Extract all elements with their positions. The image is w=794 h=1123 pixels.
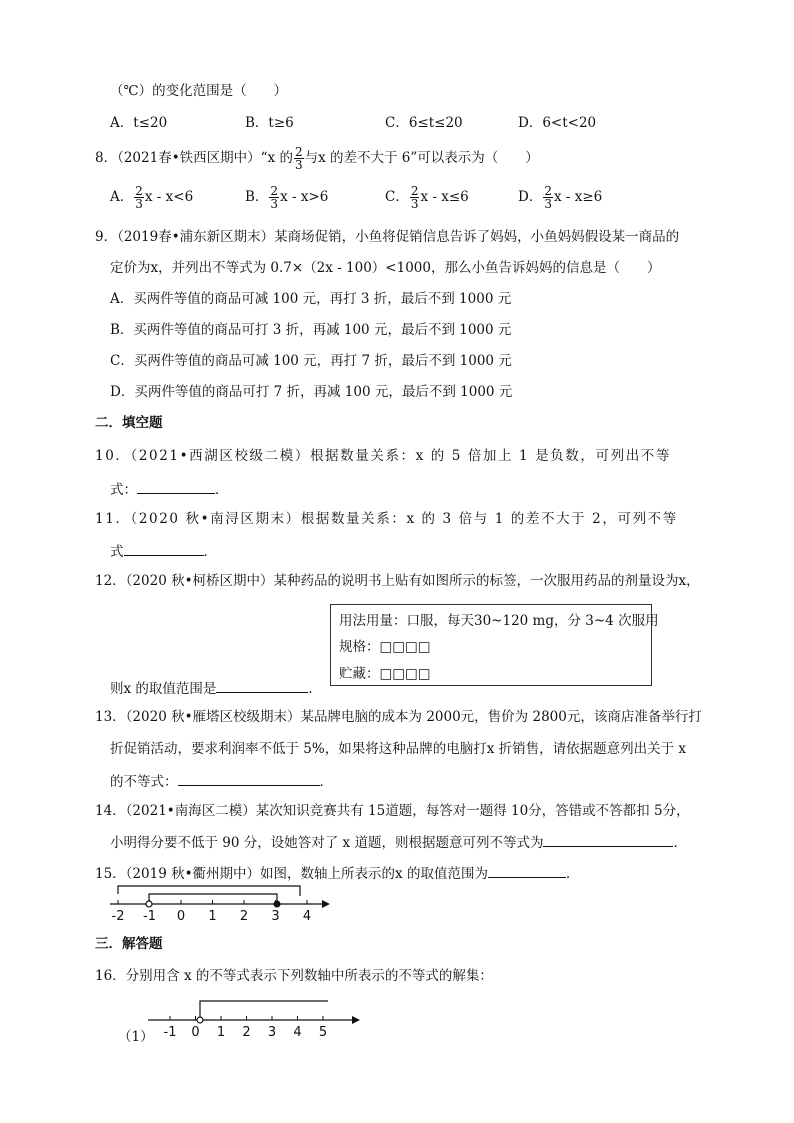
q13-line2: 折促销活动，要求利润率不低于 5%，如果将这种品牌的电脑打x 折销售，请依据题意列出关于 x [110, 741, 687, 757]
q8-stem [95, 146, 539, 171]
q16-tick-label: 0 [191, 1025, 200, 1040]
q8-option-b: B． $\frac{2}{3}$ x - x>6 [245, 184, 329, 211]
q13-answer-blank[interactable] [178, 771, 320, 786]
q10-answer-blank[interactable] [137, 479, 215, 494]
medicine-label-box [330, 604, 659, 686]
q7-option-b: B．t≥6 [245, 115, 294, 131]
q15-tick-label: -2 [111, 909, 125, 924]
q9-option-a: A．买两件等值的商品可减 100 元，再打 3 折，最后不到 1000 元 [110, 291, 512, 307]
q8-fraction: $\frac{2}{3}$ [294, 145, 303, 172]
q10-line1: 10．（2021•西湖区校级二模）根据数量关系：x 的 5 倍加上 1 是负数，可列出不等 [95, 448, 671, 464]
q14-answer-blank[interactable] [543, 832, 673, 847]
q13-line1: 13．（2020 秋•雁塔区校级期末）某品牌电脑的成本为 2000元，售价为 2800元，该商店准备举行打 [95, 709, 702, 725]
label-spec-row: 规格：□□□□ [339, 639, 431, 655]
section-solve-title: 三．解答题 [95, 936, 163, 952]
q16-tick-label: 5 [318, 1025, 328, 1040]
q14-line2: 小明得分要不低于 90 分，设她答对了 x 道题，则根据题意可列不等式为 ． [110, 832, 687, 852]
q15-tick-label: 2 [239, 909, 249, 924]
q9-line1: 9．（2019春•浦东新区期末）某商场促销，小鱼将促销信息告诉了妈妈，小鱼妈妈假设某一商品的 [95, 229, 680, 245]
q15-number-line [100, 882, 340, 924]
q12-line2: 则x 的取值范围是 ． [110, 678, 322, 698]
q15-answer-blank[interactable] [488, 863, 566, 878]
q11-line1: 11．（2020 秋•南浔区期末）根据数量关系：x 的 3 倍与 1 的差不大于 2，可列不等 [95, 511, 678, 527]
q12-answer-blank[interactable] [216, 678, 308, 693]
q15-closed-dot [274, 901, 280, 907]
q11-line2: 式 ． [110, 541, 217, 561]
label-storage-row: 贮藏：□□□□ [339, 666, 431, 682]
q9-option-c: C．买两件等值的商品可减 100 元，再打 7 折，最后不到 1000 元 [110, 353, 512, 369]
q8-option-c: C． $\frac{2}{3}$ x - x≤6 [385, 184, 469, 211]
q15-open-dot [146, 901, 152, 907]
q15-line1: 15．（2019 秋•衢州期中）如图，数轴上所表示的x 的取值范围为 ． [95, 863, 579, 883]
q12-line1: 12．（2020 秋•柯桥区期中）某种药品的说明书上贴有如图所示的标签，一次服用药品的剂量设为x， [95, 573, 700, 589]
q11-answer-blank[interactable] [124, 541, 204, 556]
q7-option-a: A．t≤20 [110, 115, 168, 131]
q14-line1: 14．（2021•南海区二模）某次知识竞赛共有 15道题，每答对一题得 10分，答错或不答都扣 5分， [95, 803, 690, 819]
q8-option-d: D． $\frac{2}{3}$ x - x≥6 [518, 184, 603, 211]
q16-tick-label: 1 [216, 1025, 226, 1040]
section-fill-in-title: 二．填空题 [95, 415, 163, 431]
q9-option-b: B．买两件等值的商品可打 3 折，再减 100 元，最后不到 1000 元 [110, 322, 512, 338]
q16-tick-label: 3 [267, 1025, 277, 1040]
q15-tick-label: 0 [176, 909, 186, 924]
q13-line3: 的不等式： ． [110, 771, 333, 791]
q15-tick-label: 4 [302, 909, 312, 924]
q16-tick-label: 4 [293, 1025, 302, 1040]
q15-tick-label: -1 [143, 909, 156, 924]
q10-line2: 式： ． [110, 479, 229, 499]
q16-axis-arrow [352, 1016, 360, 1024]
label-dosage-row: 用法用量：口服，每天30~120 mg，分 3~4 次服用 [339, 613, 659, 629]
q8-prefix: 8．（2021春•铁西区期中）“x 的 [95, 150, 293, 166]
q15-tick-label: 1 [208, 909, 217, 924]
q16-part1-label: （1） [118, 1029, 154, 1045]
q8-option-a: A． $\frac{2}{3}$ x - x<6 [110, 184, 194, 211]
q16-open-dot [197, 1017, 203, 1023]
q16-number-line [140, 995, 370, 1040]
q7-stem-tail: （℃）的变化范围是（ ） [110, 83, 288, 99]
q16-range-bracket [200, 1001, 328, 1020]
q9-line2: 定价为x，并列出不等式为 0.7×（2x - 100）<1000，那么小鱼告诉妈妈的信息是（ ） [110, 260, 661, 276]
q16-tick-label: -1 [163, 1025, 177, 1040]
q16-line1: 16．分别用含 x 的不等式表示下列数轴中所表示的不等式的解集： [95, 968, 493, 984]
q9-option-d: D．买两件等值的商品可打 7 折，再减 100 元，最后不到 1000 元 [110, 384, 513, 400]
q15-axis-arrow [322, 900, 330, 908]
q8-suffix: 与x 的差不大于 6”可以表示为（ ） [304, 150, 539, 166]
q7-option-d: D．6<t<20 [518, 115, 597, 131]
q15-tick-label: 3 [271, 909, 280, 924]
q16-tick-label: 2 [242, 1025, 251, 1040]
q7-option-c: C．6≤t≤20 [385, 115, 463, 131]
